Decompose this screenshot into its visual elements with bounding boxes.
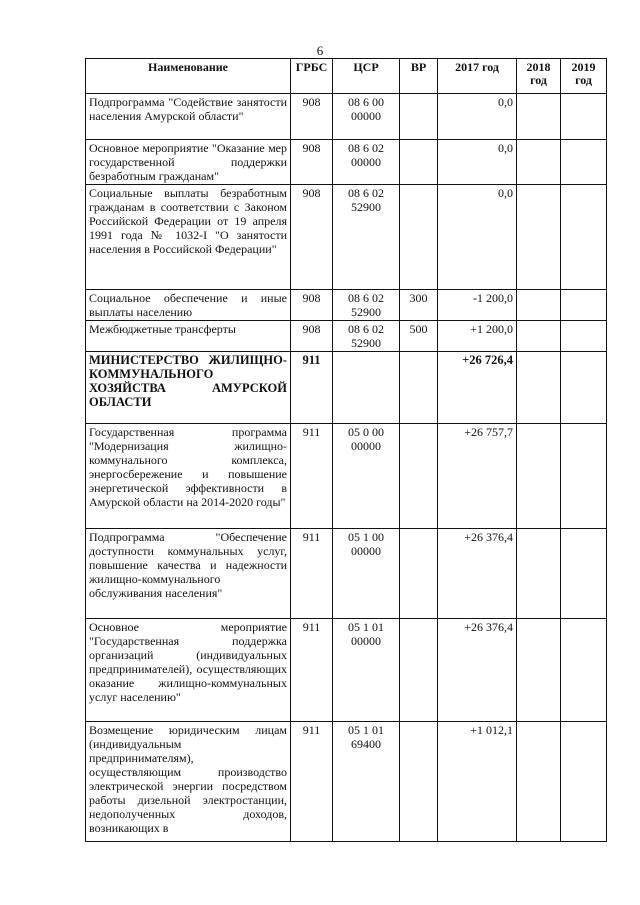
row-2019 xyxy=(561,321,607,352)
page-number: 6 xyxy=(316,43,324,58)
row-2018 xyxy=(517,529,561,619)
header-csr: ЦСР xyxy=(333,59,400,94)
row-2018 xyxy=(517,722,561,842)
row-grbs: 911 xyxy=(291,619,333,722)
row-grbs: 911 xyxy=(291,424,333,529)
row-2018 xyxy=(517,424,561,529)
row-grbs: 911 xyxy=(291,529,333,619)
table-row xyxy=(86,140,607,185)
row-vr xyxy=(400,619,438,722)
row-2018 xyxy=(517,185,561,290)
row-grbs: 908 xyxy=(291,290,333,321)
row-2018 xyxy=(517,140,561,185)
row-csr: 08 6 02 52900 xyxy=(333,321,400,352)
row-2018 xyxy=(517,321,561,352)
header-2019: 2019 год xyxy=(561,59,607,94)
table-row xyxy=(86,722,607,842)
row-2017: +1 012,1 xyxy=(438,722,517,842)
row-vr xyxy=(400,94,438,140)
row-vr: 500 xyxy=(400,321,438,352)
table-header-row xyxy=(86,59,607,94)
table-row xyxy=(86,185,607,290)
row-name: МИНИСТЕРСТВО ЖИЛИЩНО-КОММУНАЛЬНОГО ХОЗЯЙСТВА АМУРСКОЙ ОБЛАСТИ xyxy=(86,352,291,424)
row-name: Государственная программа "Модернизация жилищно-коммунального комплекса, энергосбережение и повышение энергетической эффективности в Амурской области на 2014-2020 годы" xyxy=(86,424,291,529)
row-csr: 05 1 01 69400 xyxy=(333,722,400,842)
row-vr xyxy=(400,424,438,529)
row-2019 xyxy=(561,619,607,722)
row-name: Подпрограмма "Обеспечение доступности коммунальных услуг, повышение качества и надежности жилищно-коммунального обслуживания населения" xyxy=(86,529,291,619)
row-name: Межбюджетные трансферты xyxy=(86,321,291,352)
row-2019 xyxy=(561,94,607,140)
row-2017: +1 200,0 xyxy=(438,321,517,352)
row-csr xyxy=(333,352,400,424)
row-2018 xyxy=(517,619,561,722)
row-grbs: 908 xyxy=(291,185,333,290)
row-2019 xyxy=(561,290,607,321)
header-name: Наименование xyxy=(86,59,291,94)
row-csr: 08 6 02 52900 xyxy=(333,185,400,290)
row-2017: +26 726,4 xyxy=(438,352,517,424)
row-vr xyxy=(400,185,438,290)
row-2019 xyxy=(561,722,607,842)
row-vr: 300 xyxy=(400,290,438,321)
table-row xyxy=(86,94,607,140)
row-2018 xyxy=(517,290,561,321)
row-2019 xyxy=(561,352,607,424)
row-name: Подпрограмма "Содействие занятости населения Амурской области" xyxy=(86,94,291,140)
row-vr xyxy=(400,140,438,185)
row-name: Возмещение юридическим лицам (индивидуальным предпринимателям), осуществляющим производство электрической энергии посредством работы дизельной электростанции, недополученных доходов, возникающих в xyxy=(86,722,291,842)
row-csr: 08 6 02 00000 xyxy=(333,140,400,185)
row-2017: +26 376,4 xyxy=(438,619,517,722)
row-2018 xyxy=(517,352,561,424)
row-2017: 0,0 xyxy=(438,94,517,140)
row-csr: 08 6 00 00000 xyxy=(333,94,400,140)
row-grbs: 911 xyxy=(291,352,333,424)
row-grbs: 908 xyxy=(291,94,333,140)
row-csr: 05 0 00 00000 xyxy=(333,424,400,529)
row-2019 xyxy=(561,529,607,619)
row-csr: 08 6 02 52900 xyxy=(333,290,400,321)
row-vr xyxy=(400,352,438,424)
table-row xyxy=(86,619,607,722)
row-grbs: 911 xyxy=(291,722,333,842)
table-row xyxy=(86,290,607,321)
row-2019 xyxy=(561,140,607,185)
row-grbs: 908 xyxy=(291,321,333,352)
row-2017: 0,0 xyxy=(438,185,517,290)
row-name: Социальное обеспечение и иные выплаты населению xyxy=(86,290,291,321)
row-name: Социальные выплаты безработным гражданам в соответствии с Законом Российской Федерации от 19 апреля 1991 года № 1032-I "О занятости населения в Российской Федерации" xyxy=(86,185,291,290)
row-csr: 05 1 01 00000 xyxy=(333,619,400,722)
header-grbs: ГРБС xyxy=(291,59,333,94)
table-row xyxy=(86,529,607,619)
row-vr xyxy=(400,722,438,842)
table-row-ministry xyxy=(86,352,607,424)
row-2017: +26 376,4 xyxy=(438,529,517,619)
header-2017: 2017 год xyxy=(438,59,517,94)
row-2017: 0,0 xyxy=(438,140,517,185)
row-2018 xyxy=(517,94,561,140)
row-grbs: 908 xyxy=(291,140,333,185)
row-2017: -1 200,0 xyxy=(438,290,517,321)
budget-table xyxy=(85,58,607,842)
row-csr: 05 1 00 00000 xyxy=(333,529,400,619)
row-name: Основное мероприятие "Оказание мер государственной поддержки безработным гражданам" xyxy=(86,140,291,185)
row-vr xyxy=(400,529,438,619)
header-vr: ВР xyxy=(400,59,438,94)
row-2019 xyxy=(561,424,607,529)
table-row xyxy=(86,321,607,352)
row-2017: +26 757,7 xyxy=(438,424,517,529)
row-2019 xyxy=(561,185,607,290)
table-row xyxy=(86,424,607,529)
header-2018: 2018 год xyxy=(517,59,561,94)
row-name: Основное мероприятие "Государственная поддержка организаций (индивидуальных предпринимателей), осуществляющих оказание жилищно-коммунальных услуг населению" xyxy=(86,619,291,722)
